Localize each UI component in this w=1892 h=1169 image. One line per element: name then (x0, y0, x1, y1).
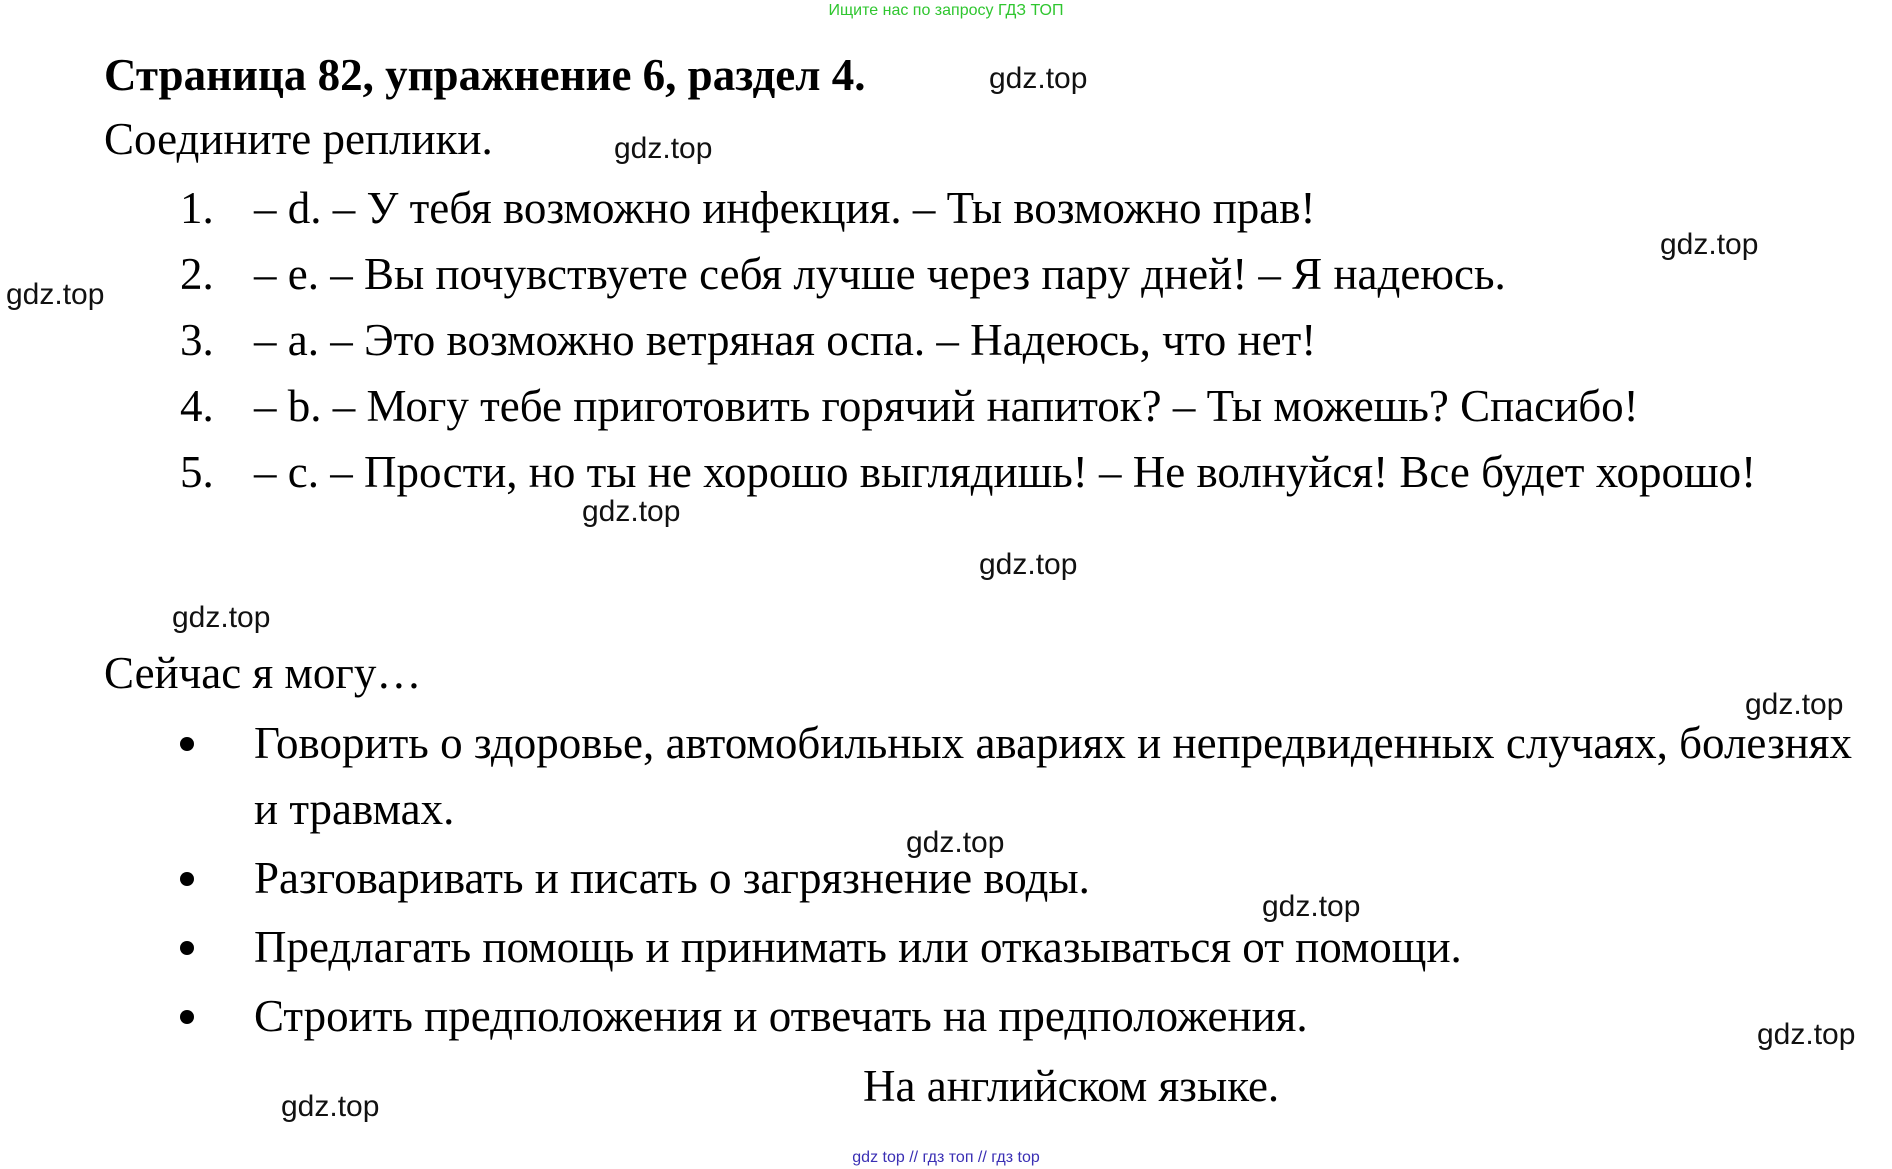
answer-list (180, 175, 1852, 505)
item-text: – d. – У тебя возможно инфекция. – Ты возможно прав! (254, 183, 1316, 233)
bullet-icon (180, 872, 194, 886)
watermark: gdz.top (281, 1090, 380, 1123)
list-item (180, 373, 1852, 439)
skills-list (180, 710, 1852, 1052)
list-item (180, 845, 1852, 911)
item-text: – e. – Вы почувствуете себя лучше через пару дней! – Я надеюсь. (254, 249, 1506, 299)
bullet-icon (180, 1010, 194, 1024)
list-item (180, 983, 1852, 1049)
item-text: – c. – Прости, но ты не хорошо выглядишь! – Не волнуйся! Все будет хорошо! (254, 447, 1757, 497)
page-title: Страница 82, упражнение 6, раздел 4. (104, 50, 866, 100)
item-number: 4. (180, 381, 214, 431)
watermark: gdz.top (1660, 228, 1759, 261)
item-text: – b. – Могу тебе приготовить горячий напиток? – Ты можешь? Спасибо! (254, 381, 1639, 431)
watermark: gdz.top (906, 826, 1005, 859)
list-item (180, 914, 1852, 980)
watermark: gdz.top (172, 601, 271, 634)
bottom-banner: gdz top // гдз топ // гдз top (852, 1149, 1040, 1166)
instruction-text: Соедините реплики. (104, 114, 493, 164)
item-text: Разговаривать и писать о загрязнение воды. (254, 853, 1090, 903)
watermark: gdz.top (1745, 688, 1844, 721)
watermark: gdz.top (1757, 1018, 1856, 1051)
item-number: 3. (180, 315, 214, 365)
watermark: gdz.top (614, 132, 713, 165)
list-item (180, 307, 1852, 373)
list-item (180, 439, 1852, 505)
section-heading: Сейчас я могу… (104, 648, 422, 698)
bullet-icon (180, 941, 194, 955)
list-item (180, 710, 1852, 842)
item-text: Строить предположения и отвечать на предположения. (254, 991, 1308, 1041)
item-text: Говорить о здоровье, автомобильных авариях и непредвиденных случаях, болезнях и травмах. (254, 718, 1852, 834)
item-text: – a. – Это возможно ветряная оспа. – Надеюсь, что нет! (254, 315, 1317, 365)
list-item (180, 241, 1852, 307)
item-number: 5. (180, 447, 214, 497)
watermark: gdz.top (979, 548, 1078, 581)
list-item (180, 175, 1852, 241)
item-text: Предлагать помощь и принимать или отказываться от помощи. (254, 922, 1462, 972)
watermark: gdz.top (6, 278, 105, 311)
top-banner: Ищите нас по запросу ГДЗ ТОП (828, 2, 1064, 19)
item-number: 2. (180, 249, 214, 299)
watermark: gdz.top (989, 62, 1088, 95)
watermark: gdz.top (1262, 890, 1361, 923)
watermark: gdz.top (582, 495, 681, 528)
item-number: 1. (180, 183, 214, 233)
bullet-icon (180, 737, 194, 751)
footer-note: На английском языке. (863, 1061, 1280, 1111)
